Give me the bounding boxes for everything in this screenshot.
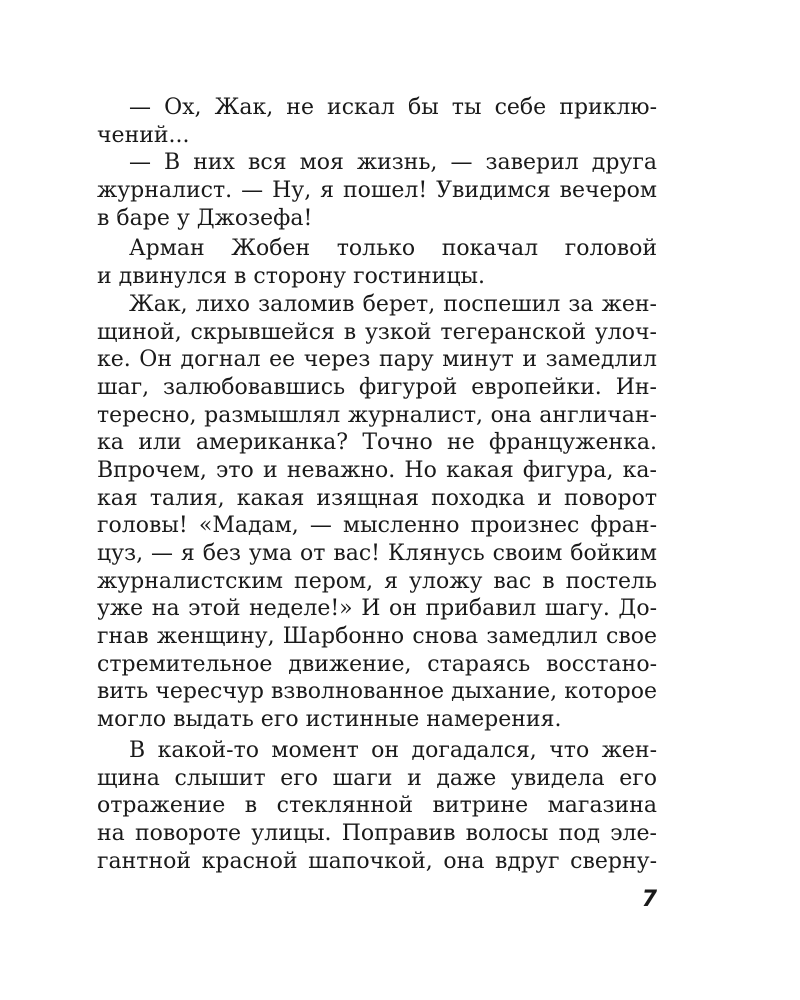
text-line: — Ох, Жак, не искал бы ты себе приклю- bbox=[129, 95, 657, 120]
text-line: журналистским пером, я уложу вас в постель bbox=[97, 568, 657, 594]
text-line: тересно, размышлял журналист, она англичан- bbox=[97, 402, 657, 428]
text-line: гнав женщину, Шарбонно снова замедлил свое bbox=[97, 624, 657, 650]
text-line: цуз, — я без ума от вас! Клянусь своим бойким bbox=[97, 541, 657, 566]
text-line: Впрочем, это и неважно. Но какая фигура, ка- bbox=[97, 457, 657, 483]
text-line: уже на этой неделе!» И он прибавил шагу. До- bbox=[97, 596, 657, 622]
text-line: шаг, залюбовавшись фигурой европейки. Ин- bbox=[97, 374, 657, 400]
text-line: — В них вся моя жизнь, — заверил друга bbox=[129, 150, 657, 176]
body-text bbox=[97, 94, 657, 875]
text-line: головы! «Мадам, — мысленно произнес фран- bbox=[97, 513, 657, 539]
text-line: в баре у Джозефа! bbox=[97, 205, 313, 231]
text-line: вить чересчур взволнованное дыхание, которое bbox=[97, 679, 657, 705]
text-line: гантной красной шапочкой, она вдруг сверну- bbox=[97, 848, 657, 874]
text-line: Арман Жобен только покачал головой bbox=[129, 236, 657, 262]
text-line: журналист. — Ну, я пошел! Увидимся вечером bbox=[97, 178, 657, 204]
text-line: щина слышит его шаги и даже увидела его bbox=[97, 765, 657, 791]
text-line: В какой-то момент он догадался, что жен- bbox=[129, 737, 657, 763]
text-line: стремительное движение, стараясь восстано- bbox=[97, 651, 657, 677]
text-line: отражение в стеклянной витрине магазина bbox=[97, 793, 657, 819]
text-line: на повороте улицы. Поправив волосы под эле- bbox=[97, 820, 657, 846]
text-line: ка или американка? Точно не француженка. bbox=[97, 430, 657, 456]
text-line: Жак, лихо заломив берет, поспешил за жен- bbox=[129, 291, 657, 317]
text-line: щиной, скрывшейся в узкой тегеранской улоч- bbox=[97, 319, 657, 345]
text-line: и двинулся в сторону гостиницы. bbox=[97, 264, 485, 290]
page-number: 7 bbox=[641, 887, 657, 912]
text-line: кая талия, какая изящная походка и поворот bbox=[97, 485, 657, 511]
text-line: могло выдать его истинные намерения. bbox=[97, 707, 562, 733]
text-line: ке. Он догнал ее через пару минут и замедлил bbox=[97, 347, 657, 373]
text-line: чений... bbox=[97, 122, 190, 148]
